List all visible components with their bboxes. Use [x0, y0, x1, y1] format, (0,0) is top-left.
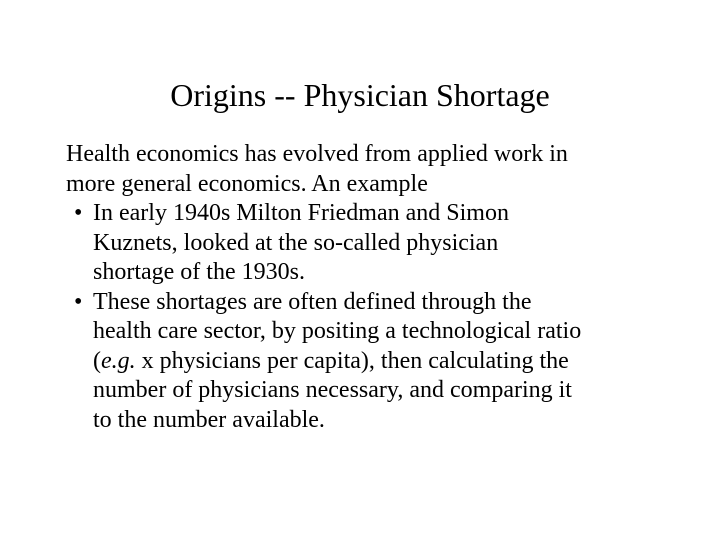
bullet-2-line-4: number of physicians necessary, and comparing it	[93, 377, 572, 403]
bullet-marker: •	[74, 200, 83, 226]
intro-line-1: Health economics has evolved from applied work in	[66, 141, 568, 167]
bullet-item-shortage-definition	[66, 288, 706, 436]
bullet-1-line-3: shortage of the 1930s.	[93, 259, 305, 285]
bullet-2-line-3	[93, 347, 706, 377]
paren-open: (	[93, 347, 101, 374]
eg-italic: e.g.	[101, 347, 136, 374]
slide-body	[66, 140, 706, 435]
bullet-2-line-1: These shortages are often defined through the	[93, 288, 532, 315]
intro-paragraph	[66, 140, 706, 199]
slide-title: Origins -- Physician Shortage	[170, 77, 550, 113]
bullet-2-line-2: health care sector, by positing a technological ratio	[93, 318, 582, 344]
bullet-marker: •	[74, 288, 83, 315]
bullet-2-line-3-rest: x physicians per capita), then calculating the	[135, 347, 569, 374]
bullet-item-friedman-kuznets	[66, 199, 706, 288]
intro-line-2: more general economics. An example	[66, 170, 428, 197]
bullet-1-line-2: Kuznets, looked at the so-called physician	[93, 229, 499, 256]
bullet-1-line-1: In early 1940s Milton Friedman and Simon	[93, 200, 509, 226]
bullet-2-line-5: to the number available.	[93, 406, 325, 433]
